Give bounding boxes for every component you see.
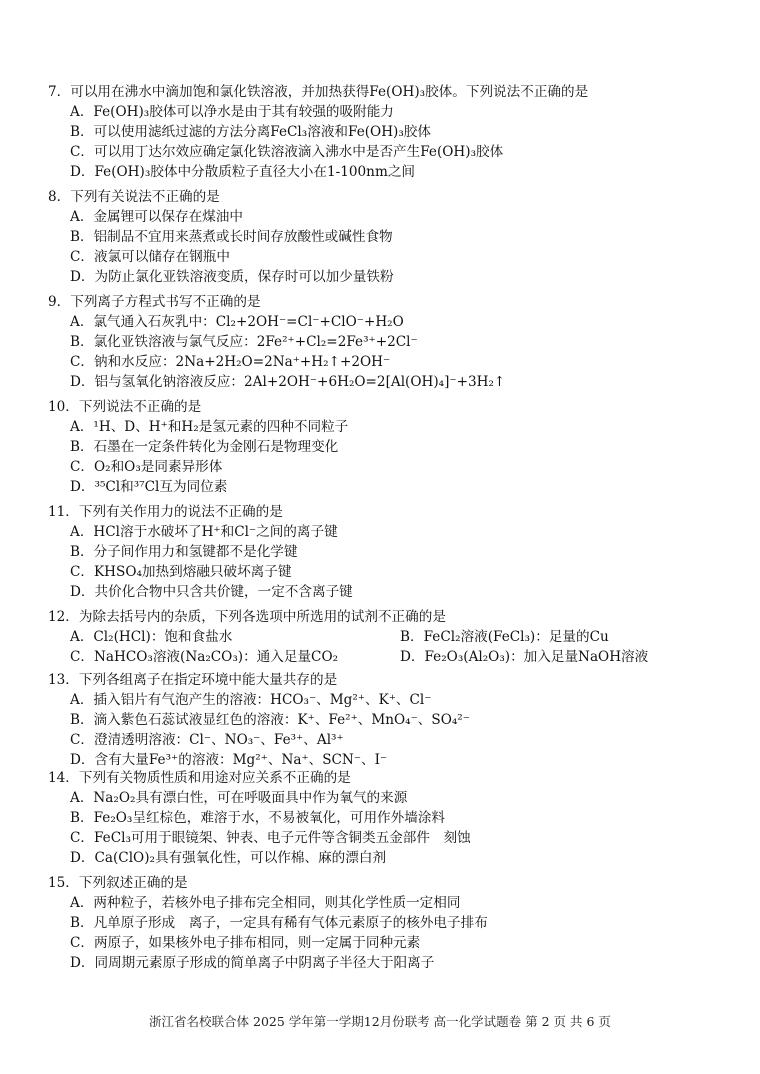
option-c: C．NaHCO₃溶液(Na₂CO₃)：通入足量CO₂ — [70, 649, 339, 665]
option-d: D．³⁵Cl和³⁷Cl互为同位素 — [70, 479, 228, 495]
option-c: C．O₂和O₃是同素异形体 — [70, 459, 223, 475]
question-stem: 8．下列有关说法不正确的是 — [48, 189, 220, 205]
option-c: C．两原子，如果核外电子排布相同，则一定属于同种元素 — [70, 935, 421, 951]
question-7 — [48, 82, 730, 182]
question-stem: 10．下列说法不正确的是 — [48, 399, 202, 415]
option-d: D．含有大量Fe³⁺的溶液：Mg²⁺、Na⁺、SCN⁻、I⁻ — [70, 752, 388, 768]
question-9 — [48, 292, 730, 392]
question-13 — [48, 670, 730, 770]
option-c: C．钠和水反应：2Na+2H₂O=2Na⁺+H₂↑+2OH⁻ — [70, 354, 391, 370]
option-a: A．金属锂可以保存在煤油中 — [70, 209, 243, 225]
option-c: C．液氯可以储存在钢瓶中 — [70, 249, 230, 265]
question-stem: 15．下列叙述正确的是 — [48, 875, 188, 891]
option-c: C．澄清透明溶液：Cl⁻、NO₃⁻、Fe³⁺、Al³⁺ — [70, 732, 344, 748]
option-a: A．HCl溶于水破坏了H⁺和Cl⁻之间的离子键 — [70, 524, 338, 540]
option-b: B．滴入紫色石蕊试液显红色的溶液：K⁺、Fe²⁺、MnO₄⁻、SO₄²⁻ — [70, 712, 470, 728]
option-b: B．铝制品不宜用来蒸煮或长时间存放酸性或碱性食物 — [70, 229, 393, 245]
option-b: B．石墨在一定条件转化为金刚石是物理变化 — [70, 439, 339, 455]
question-stem: 13．下列各组离子在指定环境中能大量共存的是 — [48, 672, 338, 688]
option-c: C．FeCl₃可用于眼镜架、钟表、电子元件等含铜类五金部件 刻蚀 — [70, 830, 471, 846]
page-footer: 浙江省名校联合体 2025 学年第一学期12月份联考 高一化学试题卷 第 2 页 共 6 页 — [149, 1014, 611, 1029]
option-a: A．插入铝片有气泡产生的溶液：HCO₃⁻、Mg²⁺、K⁺、Cl⁻ — [70, 692, 432, 708]
option-a: A．两种粒子，若核外电子排布完全相同，则其化学性质一定相同 — [70, 895, 461, 911]
option-d: D．Ca(ClO)₂具有强氧化性，可以作棉、麻的漂白剂 — [70, 850, 387, 866]
question-stem: 12．为除去括号内的杂质，下列各选项中所选用的试剂不正确的是 — [48, 609, 446, 625]
option-a: A．Cl₂(HCl)：饱和食盐水 — [70, 629, 233, 645]
option-b: B．凡单原子形成 离子，一定具有稀有气体元素原子的核外电子排布 — [70, 915, 488, 931]
question-stem: 11．下列有关作用力的说法不正确的是 — [48, 504, 283, 520]
option-d: D．Fe₂O₃(Al₂O₃)：加入足量NaOH溶液 — [400, 649, 649, 665]
option-b: B．氯化亚铁溶液与氯气反应：2Fe²⁺+Cl₂=2Fe³⁺+2Cl⁻ — [70, 334, 418, 350]
option-c: C．可以用丁达尔效应确定氯化铁溶液滴入沸水中是否产生Fe(OH)₃胶体 — [70, 144, 504, 160]
option-a: A．氯气通入石灰乳中：Cl₂+2OH⁻=Cl⁻+ClO⁻+H₂O — [70, 314, 404, 330]
option-b: B．FeCl₂溶液(FeCl₃)：足量的Cu — [400, 629, 609, 645]
option-row — [48, 647, 730, 667]
question-10 — [48, 397, 730, 497]
question-14 — [48, 768, 730, 868]
question-8 — [48, 187, 730, 287]
option-row — [48, 627, 730, 647]
question-stem: 7．可以用在沸水中滴加饱和氯化铁溶液，并加热获得Fe(OH)₃胶体。下列说法不正确的是 — [48, 84, 589, 100]
option-a: A．Fe(OH)₃胶体可以净水是由于其有较强的吸附能力 — [70, 104, 394, 120]
option-d: D．铝与氢氧化钠溶液反应：2Al+2OH⁻+6H₂O=2[Al(OH)₄]⁻+3H₂↑ — [70, 374, 506, 390]
question-11 — [48, 502, 730, 602]
option-d: D．同周期元素原子形成的简单离子中阴离子半径大于阳离子 — [70, 955, 435, 971]
option-b: B．可以使用滤纸过滤的方法分离FeCl₃溶液和Fe(OH)₃胶体 — [70, 124, 431, 140]
option-d: D．为防止氯化亚铁溶液变质，保存时可以加少量铁粉 — [70, 269, 394, 285]
option-a: A．¹H、D、H⁺和H₂是氢元素的四种不同粒子 — [70, 419, 349, 435]
question-12 — [48, 607, 730, 667]
question-stem: 14．下列有关物质性质和用途对应关系不正确的是 — [48, 770, 351, 786]
option-d: D．共价化合物中只含共价键，一定不含离子键 — [70, 584, 353, 600]
question-stem: 9．下列离子方程式书写不正确的是 — [48, 294, 261, 310]
option-b: B．Fe₂O₃呈红棕色，难溶于水，不易被氧化，可用作外墙涂料 — [70, 810, 446, 826]
option-c: C．KHSO₄加热到熔融只破坏离子键 — [70, 564, 292, 580]
question-15 — [48, 873, 730, 973]
option-b: B．分子间作用力和氢键都不是化学键 — [70, 544, 298, 560]
option-a: A．Na₂O₂具有漂白性，可在呼吸面具中作为氧气的来源 — [70, 790, 408, 806]
option-d: D．Fe(OH)₃胶体中分散质粒子直径大小在1-100nm之间 — [70, 164, 416, 180]
